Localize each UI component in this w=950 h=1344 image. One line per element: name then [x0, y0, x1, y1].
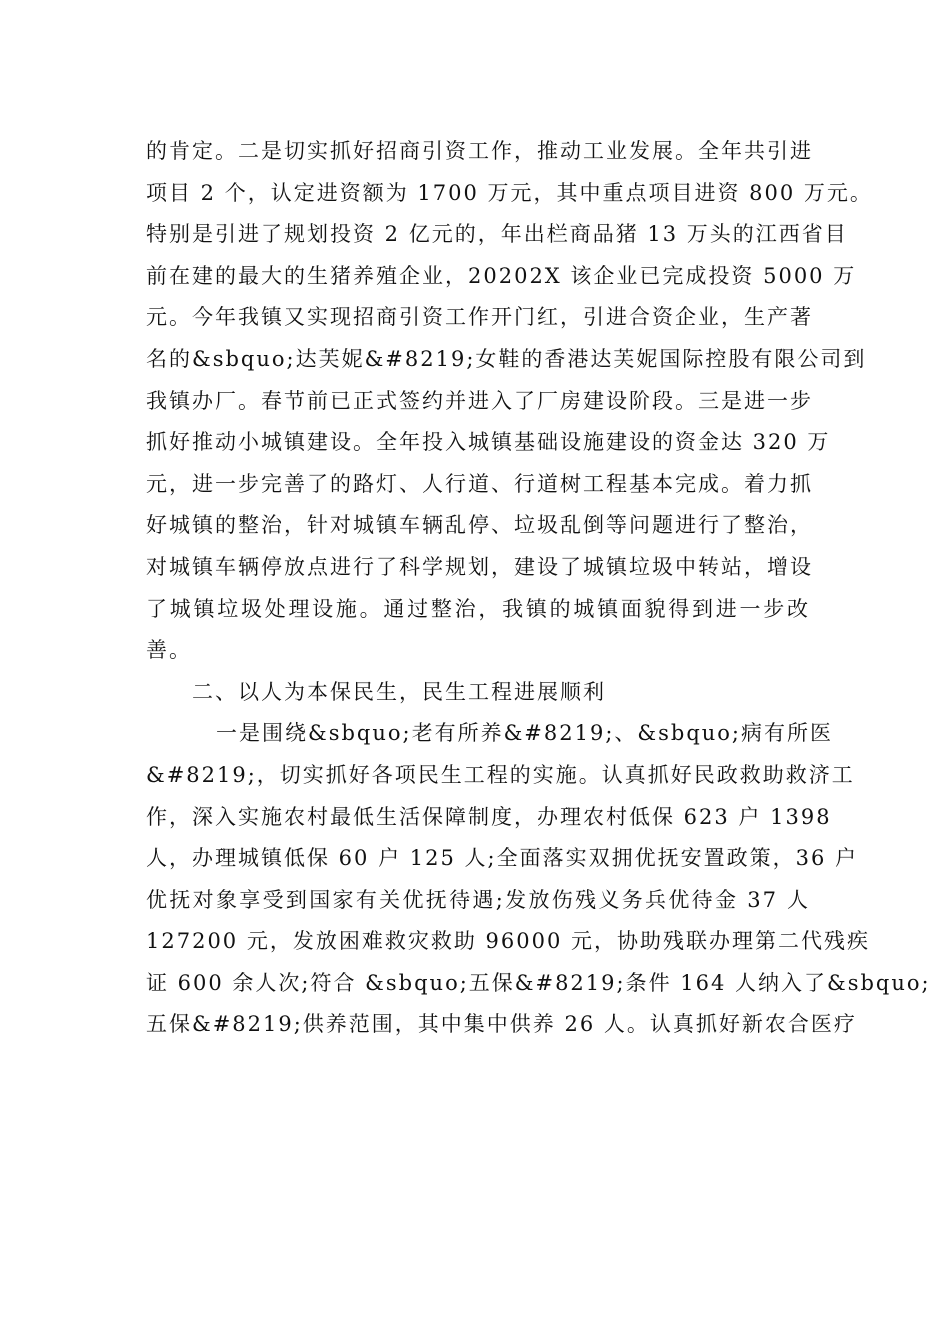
text-line: 一是围绕&sbquo;老有所养&#8219;、&sbquo;病有所医 — [216, 721, 834, 746]
text-line: 对城镇车辆停放点进行了科学规划，建设了城镇垃圾中转站，增设 — [146, 554, 813, 579]
text-line: &#8219;，切实抓好各项民生工程的实施。认真抓好民政救助救济工 — [146, 762, 855, 787]
text-line: 我镇办厂。春节前已正式签约并进入了厂房建设阶段。三是进一步 — [146, 388, 813, 413]
text-line: 名的&sbquo;达芙妮&#8219;女鞋的香港达芙妮国际控股有限公司到 — [146, 346, 867, 371]
text-line: 五保&#8219;供养范围，其中集中供养 26 人。认真抓好新农合医疗 — [146, 1012, 857, 1037]
paragraph-end-line: 善。 — [146, 638, 192, 663]
text-line: 了城镇垃圾处理设施。通过整治，我镇的城镇面貌得到进一步改 — [146, 596, 810, 621]
text-line: 元，进一步完善了的路灯、人行道、行道树工程基本完成。着力抓 — [146, 471, 813, 496]
text-line: 抓好推动小城镇建设。全年投入城镇基础设施建设的资金达 320 万 — [146, 430, 831, 455]
text-line: 元。今年我镇又实现招商引资工作开门红，引进合资企业，生产著 — [146, 305, 813, 330]
text-line: 作，深入实施农村最低生活保障制度，办理农村低保 623 户 1398 — [146, 804, 832, 829]
text-line: 优抚对象享受到国家有关优抚待遇;发放伤残义务兵优待金 37 人 — [146, 887, 810, 912]
text-line: 人，办理城镇低保 60 户 125 人;全面落实双拥优抚安置政策，36 户 — [146, 846, 858, 871]
text-line: 特别是引进了规划投资 2 亿元的，年出栏商品猪 13 万头的江西省目 — [146, 222, 848, 247]
text-line: 前在建的最大的生猪养殖企业，20202X 该企业已完成投资 5000 万 — [146, 263, 857, 288]
section-heading: 二、以人为本保民生，民生工程进展顺利 — [192, 679, 606, 704]
text-line: 的肯定。二是切实抓好招商引资工作，推动工业发展。全年共引进 — [146, 139, 813, 163]
text-line: 127200 元，发放困难救灾救助 96000 元，协助残联办理第二代残疾 — [146, 929, 870, 954]
document-body — [146, 131, 931, 1046]
text-line: 证 600 余人次;符合 &sbquo;五保&#8219;条件 164 人纳入了&sbquo; — [146, 970, 931, 995]
text-line: 好城镇的整治，针对城镇车辆乱停、垃圾乱倒等问题进行了整治， — [146, 513, 813, 538]
text-line: 项目 2 个，认定进资额为 1700 万元，其中重点项目进资 800 万元。 — [146, 180, 873, 205]
